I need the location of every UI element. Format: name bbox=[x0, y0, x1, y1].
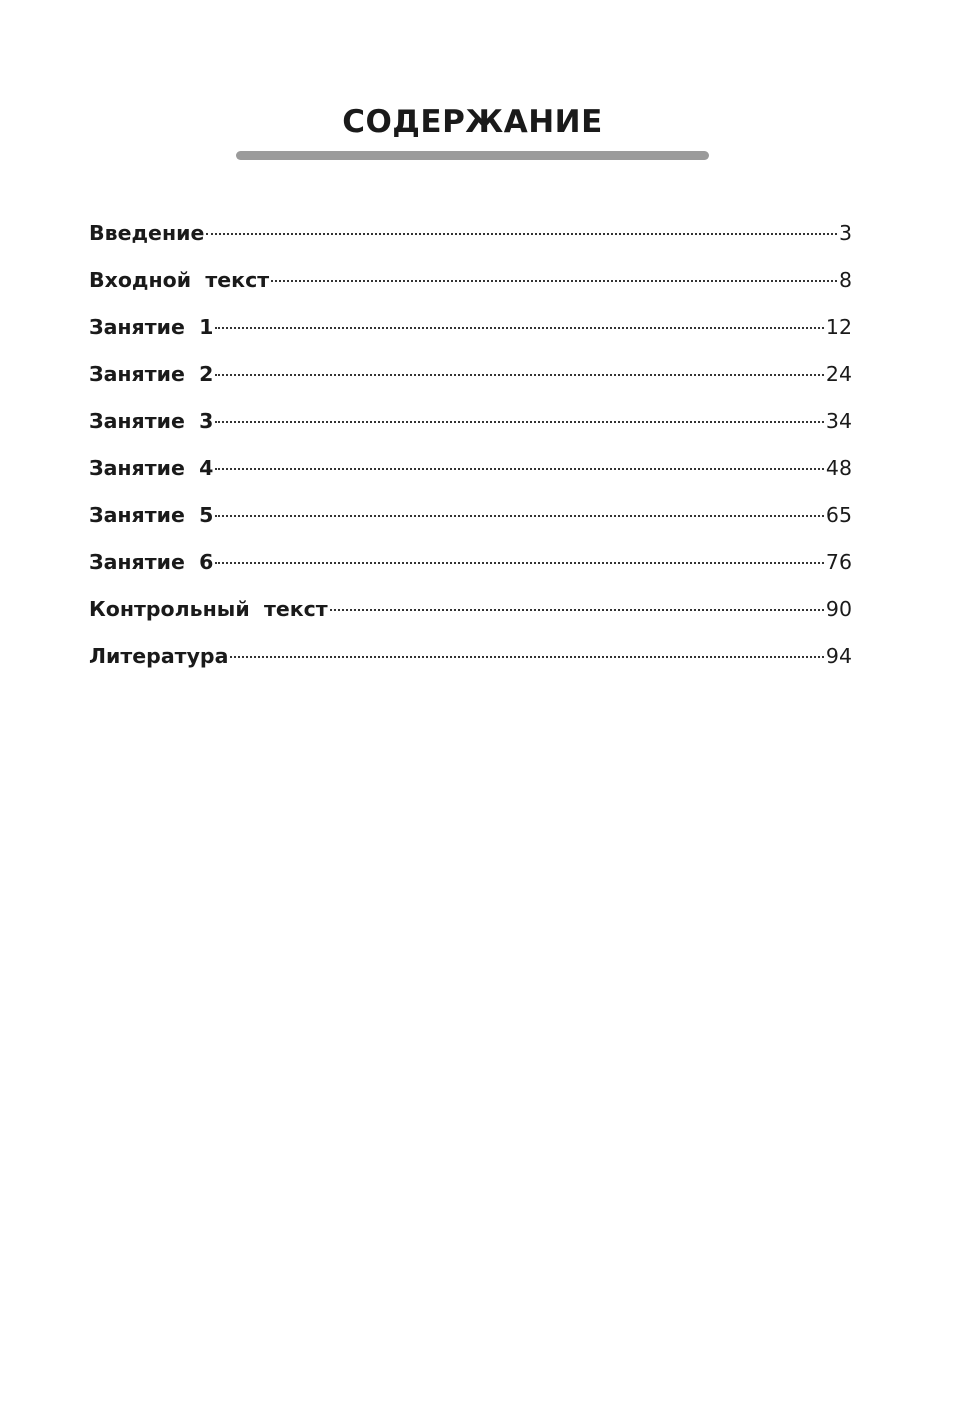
dot-leader bbox=[215, 327, 823, 329]
toc-entry-label: Входной текст bbox=[89, 268, 270, 292]
toc-entry-label: Занятие 6 bbox=[89, 550, 214, 574]
toc-entry-literature[interactable] bbox=[89, 638, 852, 685]
toc-entry-lesson-1[interactable] bbox=[89, 309, 852, 356]
toc-entry-lesson-2[interactable] bbox=[89, 356, 852, 403]
dot-leader bbox=[215, 374, 823, 376]
toc-entry-label: Занятие 4 bbox=[89, 456, 214, 480]
dot-leader bbox=[271, 280, 837, 282]
toc-entry-control-text[interactable] bbox=[89, 591, 852, 638]
toc-entry-lesson-3[interactable] bbox=[89, 403, 852, 450]
toc-entry-page: 94 bbox=[825, 644, 852, 668]
toc-entry-lesson-4[interactable] bbox=[89, 450, 852, 497]
toc-entry-label: Занятие 3 bbox=[89, 409, 214, 433]
title-underline bbox=[236, 151, 709, 160]
dot-leader bbox=[330, 609, 824, 611]
toc-entry-label: Литература bbox=[89, 644, 229, 668]
toc-entry-page: 48 bbox=[825, 456, 852, 480]
toc-entry-lesson-5[interactable] bbox=[89, 497, 852, 544]
toc-entry-introduction[interactable] bbox=[89, 215, 852, 262]
toc-entry-page: 65 bbox=[825, 503, 852, 527]
toc-entry-label: Занятие 1 bbox=[89, 315, 214, 339]
toc-entry-label: Введение bbox=[89, 221, 205, 245]
dot-leader bbox=[215, 562, 823, 564]
toc-entry-page: 34 bbox=[825, 409, 852, 433]
toc-entry-page: 8 bbox=[838, 268, 852, 292]
toc-entry-lesson-6[interactable] bbox=[89, 544, 852, 591]
toc-entry-label: Занятие 2 bbox=[89, 362, 214, 386]
dot-leader bbox=[215, 421, 823, 423]
toc-entry-page: 76 bbox=[825, 550, 852, 574]
dot-leader bbox=[206, 233, 837, 235]
toc-entry-entry-text[interactable] bbox=[89, 262, 852, 309]
table-of-contents bbox=[89, 215, 852, 685]
toc-entry-page: 12 bbox=[825, 315, 852, 339]
toc-entry-page: 3 bbox=[838, 221, 852, 245]
dot-leader bbox=[215, 468, 823, 470]
dot-leader bbox=[215, 515, 823, 517]
toc-entry-page: 90 bbox=[825, 597, 852, 621]
toc-entry-page: 24 bbox=[825, 362, 852, 386]
toc-entry-label: Занятие 5 bbox=[89, 503, 214, 527]
toc-entry-label: Контрольный текст bbox=[89, 597, 328, 621]
dot-leader bbox=[230, 656, 823, 658]
page-title: СОДЕРЖАНИЕ bbox=[342, 104, 603, 140]
